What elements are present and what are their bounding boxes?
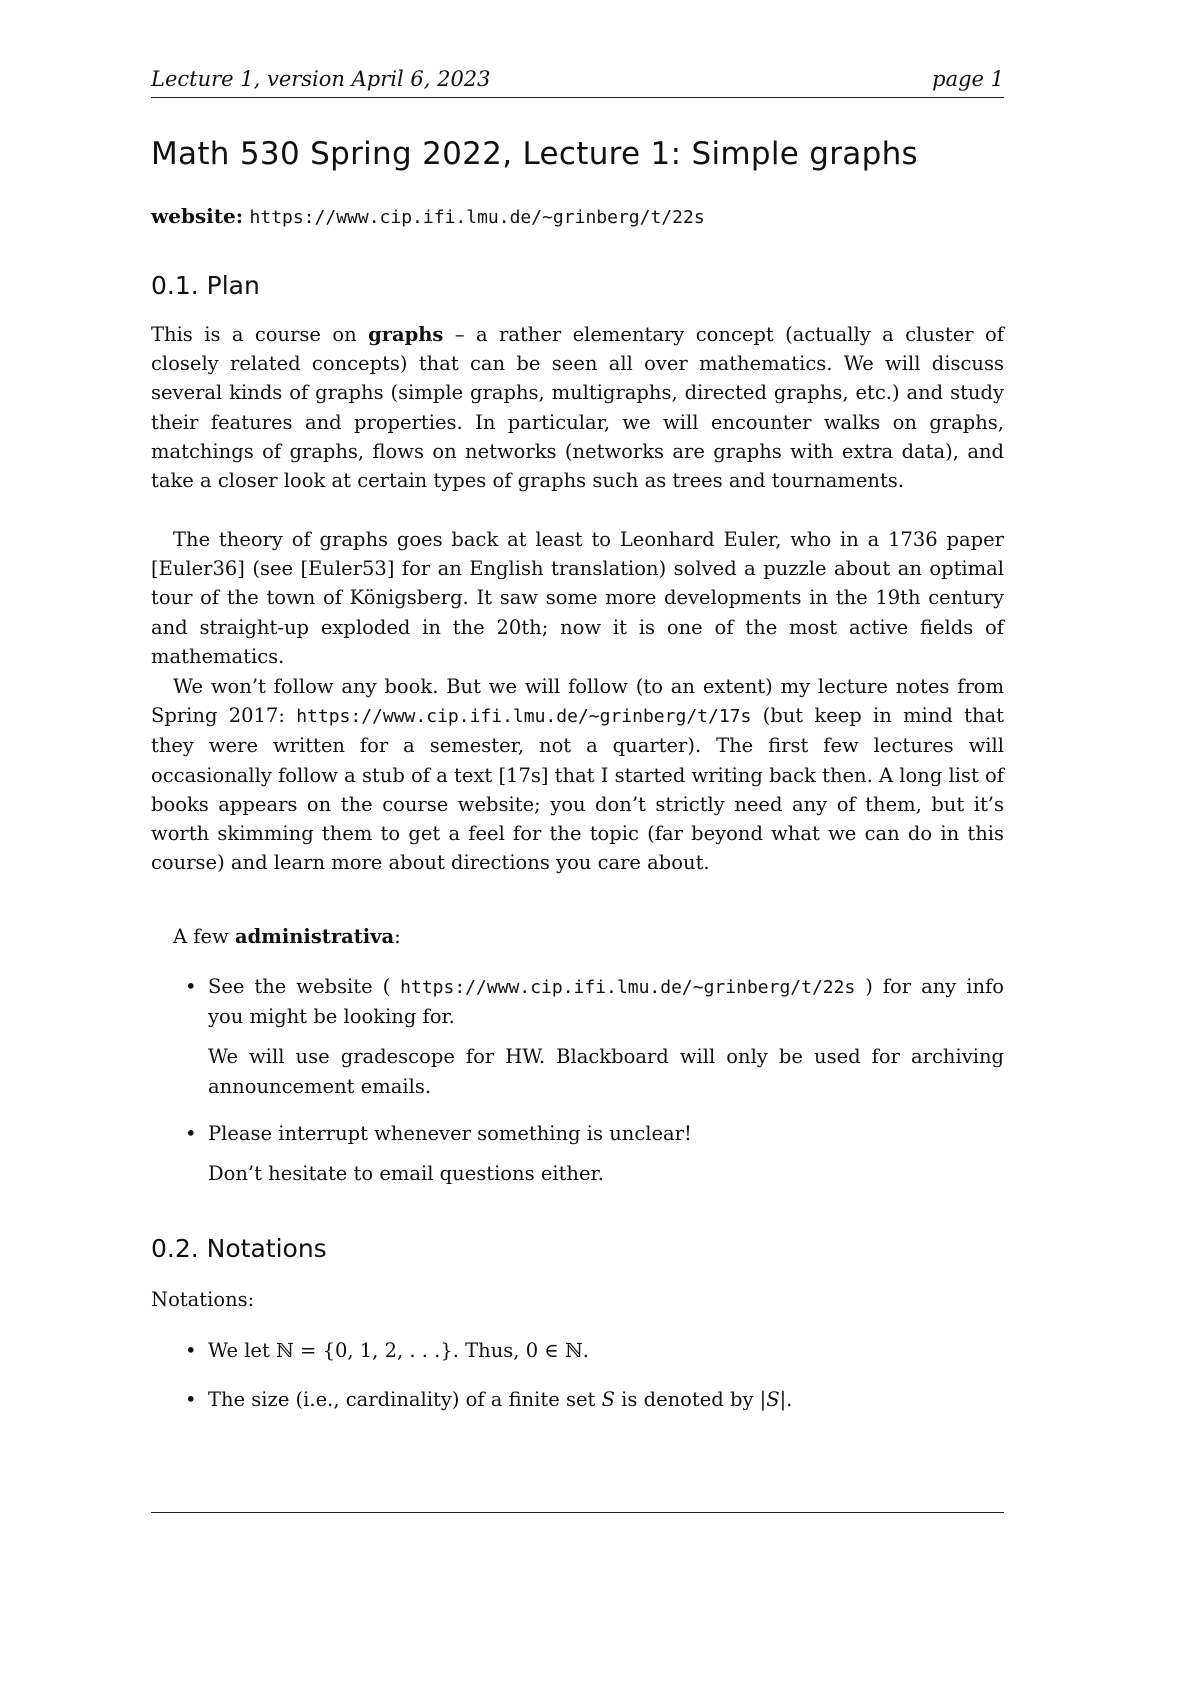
website-line [151, 203, 705, 231]
list-item-text: The size (i.e., cardinality) of a finite set [208, 1388, 602, 1412]
course-website-link[interactable]: https://www.cip.ifi.lmu.de/~grinberg/t/22s [400, 977, 856, 998]
section-heading-plan: 0.1. Plan [151, 271, 260, 300]
paragraph-administrativa [151, 922, 1004, 951]
header-rule [151, 97, 1004, 98]
list-item [151, 972, 1004, 1101]
running-header [151, 66, 1004, 92]
list-item-line [208, 972, 1004, 1031]
list-item [151, 1385, 1004, 1414]
math-variable: S [766, 1388, 780, 1412]
page-title: Math 530 Spring 2022, Lecture 1: Simple graphs [151, 136, 918, 172]
list-item [151, 1336, 1004, 1365]
list-item-text: |. [779, 1388, 793, 1412]
administrativa-text-a: A few [173, 925, 235, 948]
website-label: website: [151, 204, 244, 228]
list-item-text: See the website ( [208, 975, 401, 998]
notation-naturals: We let ℕ = {0, 1, 2, . . .}. Thus, 0 ∈ ℕ. [208, 1339, 589, 1362]
term-administrativa: administrativa [234, 925, 395, 948]
administrativa-list [151, 972, 1004, 1188]
administrativa-colon: : [394, 925, 401, 948]
website-link[interactable]: https://www.cip.ifi.lmu.de/~grinberg/t/22s [249, 207, 705, 228]
paragraph-lecture-notes [151, 672, 1004, 877]
list-item-text: is denoted by | [614, 1388, 767, 1412]
list-item-line: Please interrupt whenever something is unclear! [208, 1121, 692, 1145]
list-item-line: Don’t hesitate to email questions either. [208, 1162, 604, 1186]
paragraph-notes-text-b: (but keep in mind that they were written for a semester, not a quarter). The first few lectures will occasionally follow a stub of a text [17s] that I started writing back then. A long list of books appears on the course website; you don’t strictly need any of them, but it’s worth skimming them to get a feel for the topic (far beyond what we can do in this course) and learn more about directions you care about. [151, 704, 1004, 875]
paragraph-history: The theory of graphs goes back at least to Leonhard Euler, who in a 1736 paper [Euler36] (see [Euler53] for an English translation) solved a puzzle about an optimal tour of the town of Königsberg. It saw some more developments in the 19th century and straight-up exploded in the 20th; now it is one of the most active fields of mathematics. [151, 528, 1004, 668]
notations-list [151, 1336, 1004, 1414]
paragraph-intro [151, 320, 1004, 495]
term-graphs: graphs [368, 323, 444, 346]
list-item-line: We will use gradescope for HW. Blackboard will only be used for archiving announcement emails. [208, 1045, 1004, 1098]
math-variable: S [601, 1388, 615, 1412]
bullet-icon: • [185, 1388, 197, 1412]
list-item [151, 1119, 1004, 1188]
bullet-icon: • [185, 975, 197, 998]
bullet-icon: • [185, 1339, 197, 1362]
notation-cardinality [208, 1385, 1004, 1414]
paragraph-intro-text-a: This is a course on [151, 323, 369, 346]
footer-rule [151, 1512, 1004, 1513]
paragraph-intro-text-b: – a rather elementary concept (actually a cluster of closely related concepts) that can be seen all over mathematics. We will discuss several kinds of graphs (simple graphs, multigraphs, directed graphs, etc.) and study their features and properties. In particular, we will encounter walks on graphs, matchings of graphs, flows on networks (networks are graphs with extra data), and take a closer look at certain types of graphs such as trees and tournaments. [151, 323, 1004, 493]
bullet-icon: • [185, 1121, 197, 1145]
paragraph-notes-text-a: We won’t follow any book. But we will follow (to an extent) my lecture notes from Spring 2017: [151, 675, 1004, 728]
header-left: Lecture 1, version April 6, 2023 [151, 67, 491, 91]
list-item-text: ) for any info you might be looking for. [208, 975, 1004, 1029]
header-page-number: page 1 [932, 67, 1004, 91]
lecture-notes-link[interactable]: https://www.cip.ifi.lmu.de/~grinberg/t/17s [296, 706, 752, 728]
notations-intro: Notations: [151, 1288, 255, 1311]
section-heading-notations: 0.2. Notations [151, 1234, 327, 1263]
